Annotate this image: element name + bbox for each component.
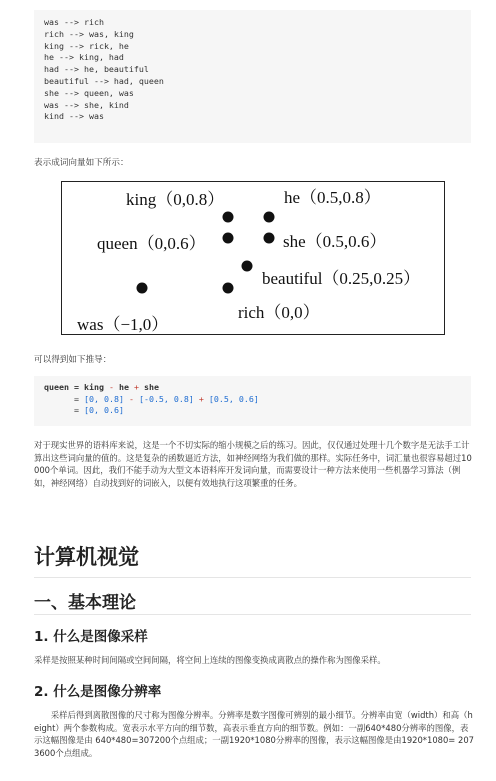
code-token: [0, 0.8] bbox=[83, 393, 124, 404]
point-beautiful bbox=[242, 261, 253, 272]
code-token: = bbox=[73, 393, 79, 404]
paragraph-image-sampling: 采样是按照某种时间间隔或空间间隔，将空间上连续的图像变换成离散点的操作称为图像采样。 bbox=[34, 655, 386, 665]
point-king bbox=[223, 212, 234, 223]
label-beautiful: beautiful（0.25,0.25） bbox=[262, 269, 421, 288]
code-token: she bbox=[143, 382, 159, 392]
code-token: + bbox=[133, 382, 139, 392]
code-token: [0.5, 0.6] bbox=[208, 393, 259, 404]
derive-text: 可以得到如下推导： bbox=[34, 355, 112, 365]
code-line bbox=[44, 405, 461, 417]
code-line: was --> rich bbox=[44, 17, 104, 27]
code-token: he bbox=[118, 382, 129, 392]
code-token: - bbox=[108, 382, 114, 392]
label-she: she（0.5,0.6） bbox=[283, 232, 387, 251]
heading-image-sampling: 1. 什么是图像采样 bbox=[34, 629, 148, 645]
point-queen bbox=[223, 233, 234, 244]
code-line: was --> she, kind bbox=[44, 99, 129, 110]
point-was bbox=[137, 283, 148, 294]
point-he bbox=[264, 212, 275, 223]
code-line: had --> he, beautiful bbox=[44, 64, 149, 75]
label-king: king（0,0.8） bbox=[126, 190, 225, 209]
heading-computer-vision: 计算机视觉 bbox=[34, 545, 139, 569]
code-token: king bbox=[83, 382, 104, 392]
label-rich: rich（0,0） bbox=[238, 303, 320, 322]
code-token: = bbox=[73, 405, 79, 415]
label-he: he（0.5,0.8） bbox=[284, 188, 381, 207]
code-line: rich --> was, king bbox=[44, 28, 134, 39]
code-token: queen bbox=[44, 382, 69, 392]
code-line: she --> queen, was bbox=[44, 87, 134, 98]
label-queen: queen（0,0.6） bbox=[97, 234, 206, 253]
code-token: = bbox=[73, 382, 79, 392]
code-token: [-0.5, 0.8] bbox=[138, 393, 194, 404]
heading-divider bbox=[34, 614, 471, 615]
word-vector-figure bbox=[61, 181, 445, 335]
point-she bbox=[264, 233, 275, 244]
code-token: [0, 0.6] bbox=[83, 405, 124, 415]
code-block-derivation bbox=[34, 376, 471, 426]
heading-divider bbox=[34, 577, 471, 578]
paragraph-image-resolution: 采样后得到离散图像的尺寸称为图像分辨率。分辨率是数字图像可辨别的最小细节。分辨率由宽（width）和高（height）两个参数构成。宽表示水平方向的细节数，高表示垂直方向的细节数。例如：一副640*480分辨率的图像，表示这幅图像是由 640*480=307200个点组成；一副1920*1080分辨率的图像，表示这幅图像是由1920*1080= 2073600个点组成。 bbox=[34, 710, 474, 758]
paragraph-word-vectors: 对于现实世界的语料库来说，这是一个不切实际的缩小规模之后的练习。因此，仅仅通过处理十几个数字是无法手工计算出这些词向量的值的。这是复杂的函数逼近方法，如神经网络为我们做的那样。实际任务中，词汇量也很容易超过10000个单词。因此，我们不能手动为大型文本语料库开发词向量，而需要设计一种方法来使用一些机器学习算法（例如，神经网络）自动找到好的词嵌入，以便有效地执行这项繁重的任务。 bbox=[34, 440, 472, 488]
code-token: - bbox=[128, 393, 134, 404]
code-token: + bbox=[198, 393, 204, 404]
code-line bbox=[44, 382, 461, 394]
heading-basic-theory: 一、基本理论 bbox=[34, 593, 136, 613]
word-vector-plot bbox=[62, 182, 444, 334]
code-block-context-words bbox=[34, 10, 471, 143]
code-line bbox=[44, 394, 461, 406]
label-was: was（−1,0） bbox=[77, 315, 169, 334]
code-line: beautiful --> had, queen bbox=[44, 75, 164, 86]
intro-text: 表示成词向量如下所示： bbox=[34, 158, 129, 168]
heading-image-resolution: 2. 什么是图像分辨率 bbox=[34, 684, 162, 700]
code-line: he --> king, had bbox=[44, 52, 124, 63]
code-line: king --> rick, he bbox=[44, 40, 129, 51]
point-rich bbox=[223, 283, 234, 294]
code-line: kind --> was bbox=[44, 111, 104, 122]
